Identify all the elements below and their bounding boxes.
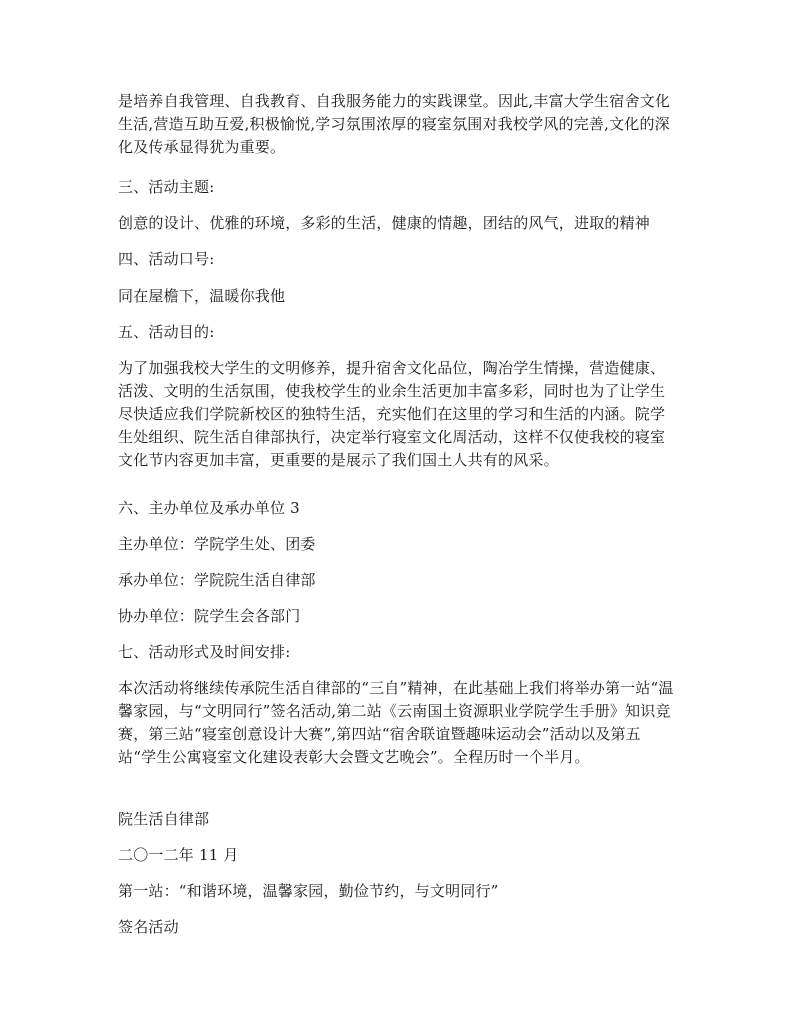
- organizer-undertaker: 承办单位：学院院生活自律部: [118, 571, 316, 589]
- organizer-co-host: 协办单位：院学生会各部门: [118, 607, 301, 625]
- stage-one-subtitle: 签名活动: [118, 918, 179, 936]
- section-heading-purpose: 五、活动目的:: [118, 323, 215, 341]
- section-heading-organizers: 六、主办单位及承办单位 3: [118, 499, 300, 517]
- signature-department: 院生活自律部: [118, 810, 210, 828]
- purpose-paragraph: 为了加强我校大学生的文明修养，提升宿舍文化品位，陶冶学生情操，营造健康、活泼、文明的生活氛围，使我校学生的业余生活更加丰富多彩，同时也为了让学生尽快适应我们学院新校区的独特生活，充实他们在这里的学习和生活的内涵。院学生处组织、院生活自律部执行，决定举行寝室文化周活动，这样不仅使我校的寝室文化节内容更加丰富，更重要的是展示了我们国土人共有的风采。: [118, 359, 666, 469]
- section-heading-slogan: 四、活动口号:: [118, 250, 215, 268]
- organizer-host: 主办单位：学院学生处、团委: [118, 535, 316, 553]
- section-heading-theme: 三、活动主题:: [118, 178, 215, 196]
- theme-text: 创意的设计、优雅的环境，多彩的生活，健康的情趣，团结的风气，进取的精神: [118, 214, 651, 232]
- schedule-paragraph: 本次活动将继续传承院生活自律部的“三自”精神，在此基础上我们将举办第一站“温馨家园，与“文明同行”签名活动,第二站《云南国土资源职业学院学生手册》知识竞赛，第三站“寝室创意设计大赛”,第四站“宿舍联谊暨趣味运动会”活动以及第五站“学生公寓寝室文化建设表彰大会暨文艺晚会”。全程历时一个半月。: [118, 679, 674, 766]
- stage-one-title: 第一站：“和谐环境，温馨家园，勤俭节约，与文明同行”: [118, 882, 499, 900]
- signature-date: 二〇一二年 11 月: [118, 846, 239, 864]
- intro-paragraph: 是培养自我管理、自我教育、自我服务能力的实践课堂。因此,丰富大学生宿舍文化生活,营造互助互爱,积极愉悦,学习氛围浓厚的寝室氛围对我校学风的完善,文化的深化及传承显得犹为重要。: [118, 92, 671, 156]
- section-heading-schedule: 七、活动形式及时间安排:: [118, 643, 291, 661]
- slogan-text: 同在屋檐下，温暖你我他: [118, 287, 286, 305]
